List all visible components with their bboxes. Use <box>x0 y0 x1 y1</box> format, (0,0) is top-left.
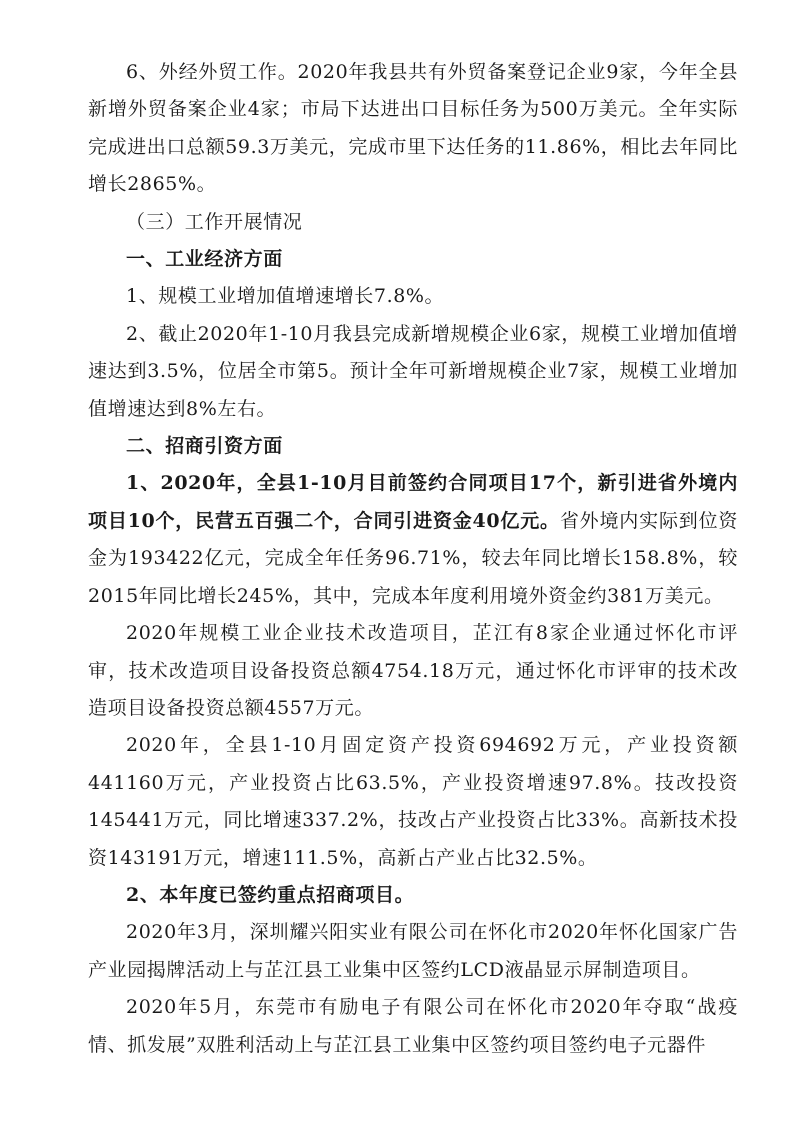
paragraph-project-may: 2020年5月，东莞市有励电子有限公司在怀化市2020年夺取“战疫情、抓发展”双胜利活动上与芷江县工业集中区签约项目签约电子元器件 <box>88 996 738 1056</box>
paragraph-signed-contracts-bold: 1、2020年，全县1-10月目前签约合同项目17个，新引进省外境内项目10个，民营五百强二个，合同引进资金40亿元。 <box>88 472 738 532</box>
paragraph-tech-renovation: 2020年规模工业企业技术改造项目，芷江有8家企业通过怀化市评审，技术改造项目设备投资总额4754.18万元，通过怀化市评审的技术改造项目设备投资总额4557万元。 <box>88 622 738 719</box>
paragraph-foreign-trade: 6、外经外贸工作。2020年我县共有外贸备案登记企业9家，今年全县新增外贸备案企业4家；市局下达进出口目标任务为500万美元。全年实际完成进出口总额59.3万美元，完成市里下达任务的11.86%，相比去年同比增长2865%。 <box>88 61 738 196</box>
paragraph-signed-contracts <box>88 465 738 615</box>
document-body <box>88 54 738 1064</box>
heading-investment-promotion: 二、招商引资方面 <box>126 435 283 458</box>
heading-signed-key-projects: 2、本年度已签约重点招商项目。 <box>126 883 415 906</box>
heading-industrial-economy: 一、工业经济方面 <box>126 248 283 271</box>
paragraph-signed-contracts-normal: 省外境内实际到位资金为193422亿元，完成全年任务96.71%，较去年同比增长158.8%，较2015年同比增长245%，其中，完成本年度利用境外资金约381万美元。 <box>88 509 738 607</box>
paragraph-new-scale-enterprises: 2、截止2020年1-10月我县完成新增规模企业6家，规模工业增加值增速达到3.5%，位居全市第5。预计全年可新增规模企业7家，规模工业增加值增速达到8%左右。 <box>88 322 738 420</box>
paragraph-fixed-asset-investment: 2020年，全县1-10月固定资产投资694692万元，产业投资额441160万元，产业投资占比63.5%，产业投资增速97.8%。技改投资145441万元，同比增速337.2%，技改占产业投资占比33%。高新技术投资143191万元，增速111.5%，高新占产业占比32.5%。 <box>88 734 738 869</box>
paragraph-industrial-growth: 1、规模工业增加值增速增长7.8%。 <box>126 285 445 308</box>
paragraph-project-march: 2020年3月，深圳耀兴阳实业有限公司在怀化市2020年怀化国家广告产业园揭牌活动上与芷江县工业集中区签约LCD液晶显示屏制造项目。 <box>88 921 738 981</box>
section-heading-work-progress: （三）工作开展情况 <box>126 210 303 233</box>
